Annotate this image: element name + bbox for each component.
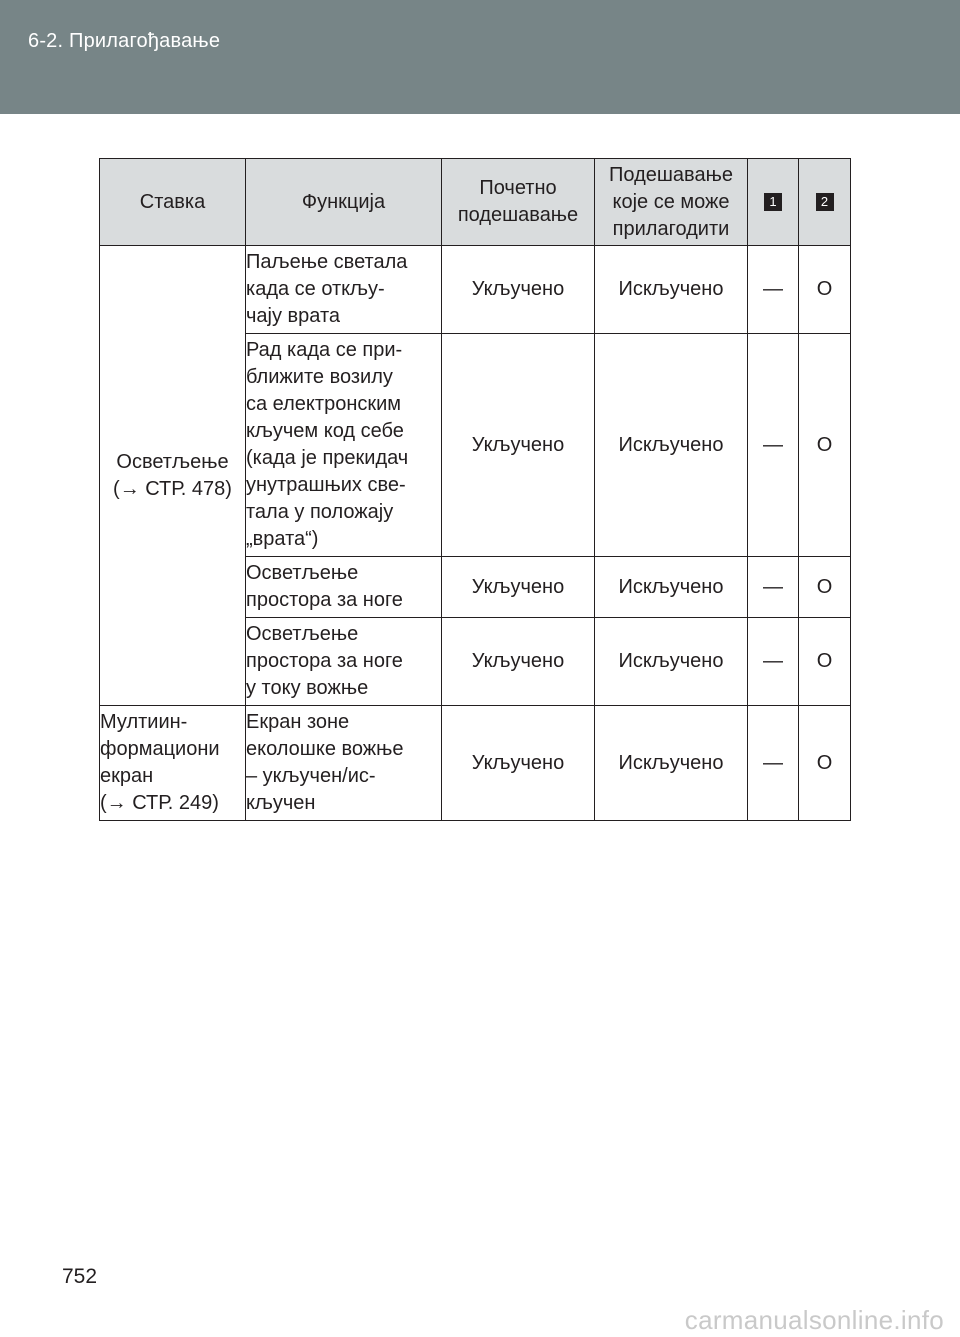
col1-cell: — — [748, 618, 799, 706]
column-header-function: Функција — [246, 159, 442, 246]
col2-cell: O — [799, 557, 851, 618]
customizable-cell: Искључено — [595, 557, 748, 618]
table-row — [100, 246, 851, 334]
col1-cell: — — [748, 706, 799, 821]
column-header-item: Ставка — [100, 159, 246, 246]
section-title: 6-2. Прилагођавање — [28, 30, 221, 52]
default-cell: Укључено — [442, 706, 595, 821]
column-badge-2: 2 — [816, 193, 834, 211]
function-cell: Осветљење простора за ноге — [246, 557, 442, 618]
function-cell: Екран зоне еколошке вожње – укључен/ис- кључен — [246, 706, 442, 821]
function-cell: Паљење светала када се откљу- чају врата — [246, 246, 442, 334]
column-header-default: Почетно подешавање — [442, 159, 595, 246]
col2-cell: O — [799, 706, 851, 821]
watermark: carmanualsonline.info — [684, 1305, 944, 1335]
function-cell: Осветљење простора за ноге у току вожње — [246, 618, 442, 706]
col1-cell: — — [748, 557, 799, 618]
item-cell-multi-info-display: Мултиин- формациони екран (→ СТР. 249) — [100, 706, 246, 821]
item-cell-lighting: Осветљење (→ СТР. 478) — [100, 246, 246, 706]
customizable-cell: Искључено — [595, 334, 748, 557]
default-cell: Укључено — [442, 246, 595, 334]
default-cell: Укључено — [442, 618, 595, 706]
col2-cell: O — [799, 334, 851, 557]
customizable-cell: Искључено — [595, 246, 748, 334]
customization-table — [99, 158, 851, 821]
table-row — [100, 706, 851, 821]
col2-cell: O — [799, 618, 851, 706]
function-cell: Рад када се при- ближите возилу са електронским кључем код себе (када је прекидач унутрашњих све- тала у положају „врата“) — [246, 334, 442, 557]
col1-cell: — — [748, 334, 799, 557]
column-badge-1: 1 — [764, 193, 782, 211]
column-header-customizable: Подешавање које се може прилагодити — [595, 159, 748, 246]
customizable-cell: Искључено — [595, 706, 748, 821]
column-header-1 — [748, 159, 799, 246]
customizable-cell: Искључено — [595, 618, 748, 706]
default-cell: Укључено — [442, 557, 595, 618]
section-header-band — [0, 0, 960, 114]
page-number: 752 — [62, 1265, 98, 1288]
table-header-row — [100, 159, 851, 246]
column-header-2 — [799, 159, 851, 246]
col1-cell: — — [748, 246, 799, 334]
default-cell: Укључено — [442, 334, 595, 557]
col2-cell: O — [799, 246, 851, 334]
